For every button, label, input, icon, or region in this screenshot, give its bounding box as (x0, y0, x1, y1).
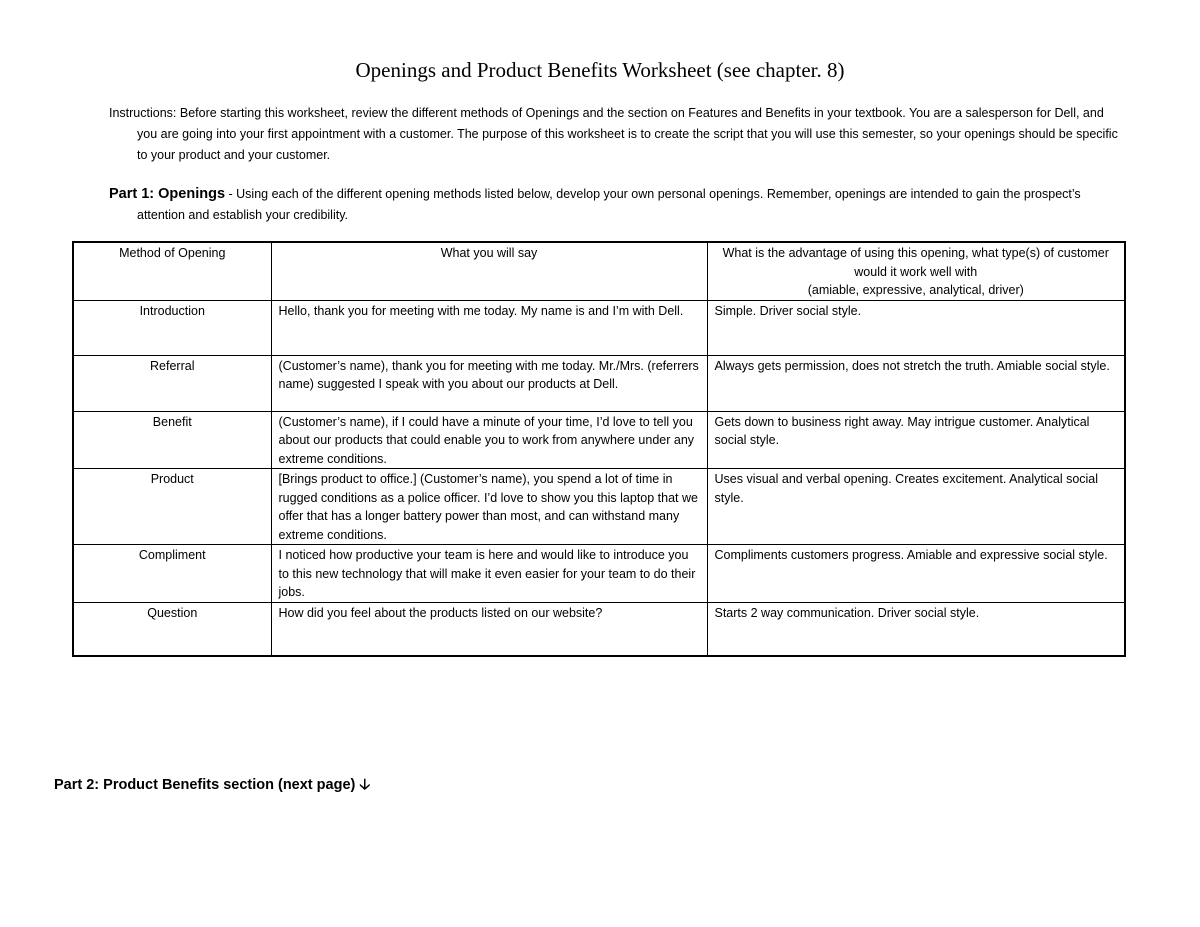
header-advantage-styles: (amiable, expressive, analytical, driver) (807, 283, 1024, 297)
say-cell: I noticed how productive your team is here and would like to introduce you to this new technology that will make it even easier for your team to do their jobs. (271, 545, 707, 603)
advantage-cell: Always gets permission, does not stretch the truth. Amiable social style. (707, 355, 1125, 411)
say-cell: Hello, thank you for meeting with me today. My name is and I’m with Dell. (271, 300, 707, 355)
advantage-cell: Uses visual and verbal opening. Creates excitement. Analytical social style. (707, 469, 1125, 545)
instructions-paragraph: Instructions: Before starting this worksheet, review the different methods of Openings and the section on Features and Benefits in your textbook. You are a salesperson for Dell, and you are going into your first appointment with a customer. The purpose of this worksheet is to create the script that you will use this semester, so your openings should be specific to your product and your customer. (109, 106, 1118, 162)
openings-table (72, 241, 1126, 657)
table-row (73, 469, 1125, 545)
part2-heading (54, 774, 370, 799)
table-row (73, 602, 1125, 656)
method-cell: Compliment (73, 545, 271, 603)
part1-text: - Using each of the different opening methods listed below, develop your own personal openings. Remember, openings are intended to gain the prospect’s attention and establish your credibility. (137, 187, 1081, 222)
say-cell: [Brings product to office.] (Customer’s name), you spend a lot of time in rugged conditions as a police officer. I’d love to show you this laptop that we offer that has a longer battery power than most, and can withstand many extreme conditions. (271, 469, 707, 545)
advantage-cell: Compliments customers progress. Amiable and expressive social style. (707, 545, 1125, 603)
advantage-cell: Gets down to business right away. May intrigue customer. Analytical social style. (707, 411, 1125, 469)
header-say: What you will say (271, 242, 707, 300)
header-advantage-main: What is the advantage of using this opening, what type(s) of customer would it work well with (722, 246, 1109, 279)
part1-heading: Part 1: Openings (109, 186, 226, 202)
say-cell: How did you feel about the products listed on our website? (271, 602, 707, 656)
method-cell: Question (73, 602, 271, 656)
say-cell: (Customer’s name), if I could have a minute of your time, I’d love to tell you about our products that could enable you to work from anywhere under any extreme conditions. (271, 411, 707, 469)
part2-text: Part 2: Product Benefits section (next page) (54, 777, 356, 793)
advantage-cell: Starts 2 way communication. Driver social style. (707, 602, 1125, 656)
table-row (73, 411, 1125, 469)
method-cell: Product (73, 469, 271, 545)
page-title: Openings and Product Benefits Worksheet (see chapter. 8) (355, 58, 845, 82)
part1-paragraph (109, 184, 1127, 226)
table-row (73, 300, 1125, 355)
method-cell: Referral (73, 355, 271, 411)
header-advantage (707, 242, 1125, 300)
table-header-row (73, 242, 1125, 300)
advantage-cell: Simple. Driver social style. (707, 300, 1125, 355)
table-row (73, 355, 1125, 411)
method-cell: Introduction (73, 300, 271, 355)
method-cell: Benefit (73, 411, 271, 469)
say-cell: (Customer’s name), thank you for meeting with me today. Mr./Mrs. (referrers name) suggested I speak with you about our products at Dell. (271, 355, 707, 411)
table-row (73, 545, 1125, 603)
arrow-down-icon: 🡣 (359, 776, 371, 793)
header-method: Method of Opening (73, 242, 271, 300)
